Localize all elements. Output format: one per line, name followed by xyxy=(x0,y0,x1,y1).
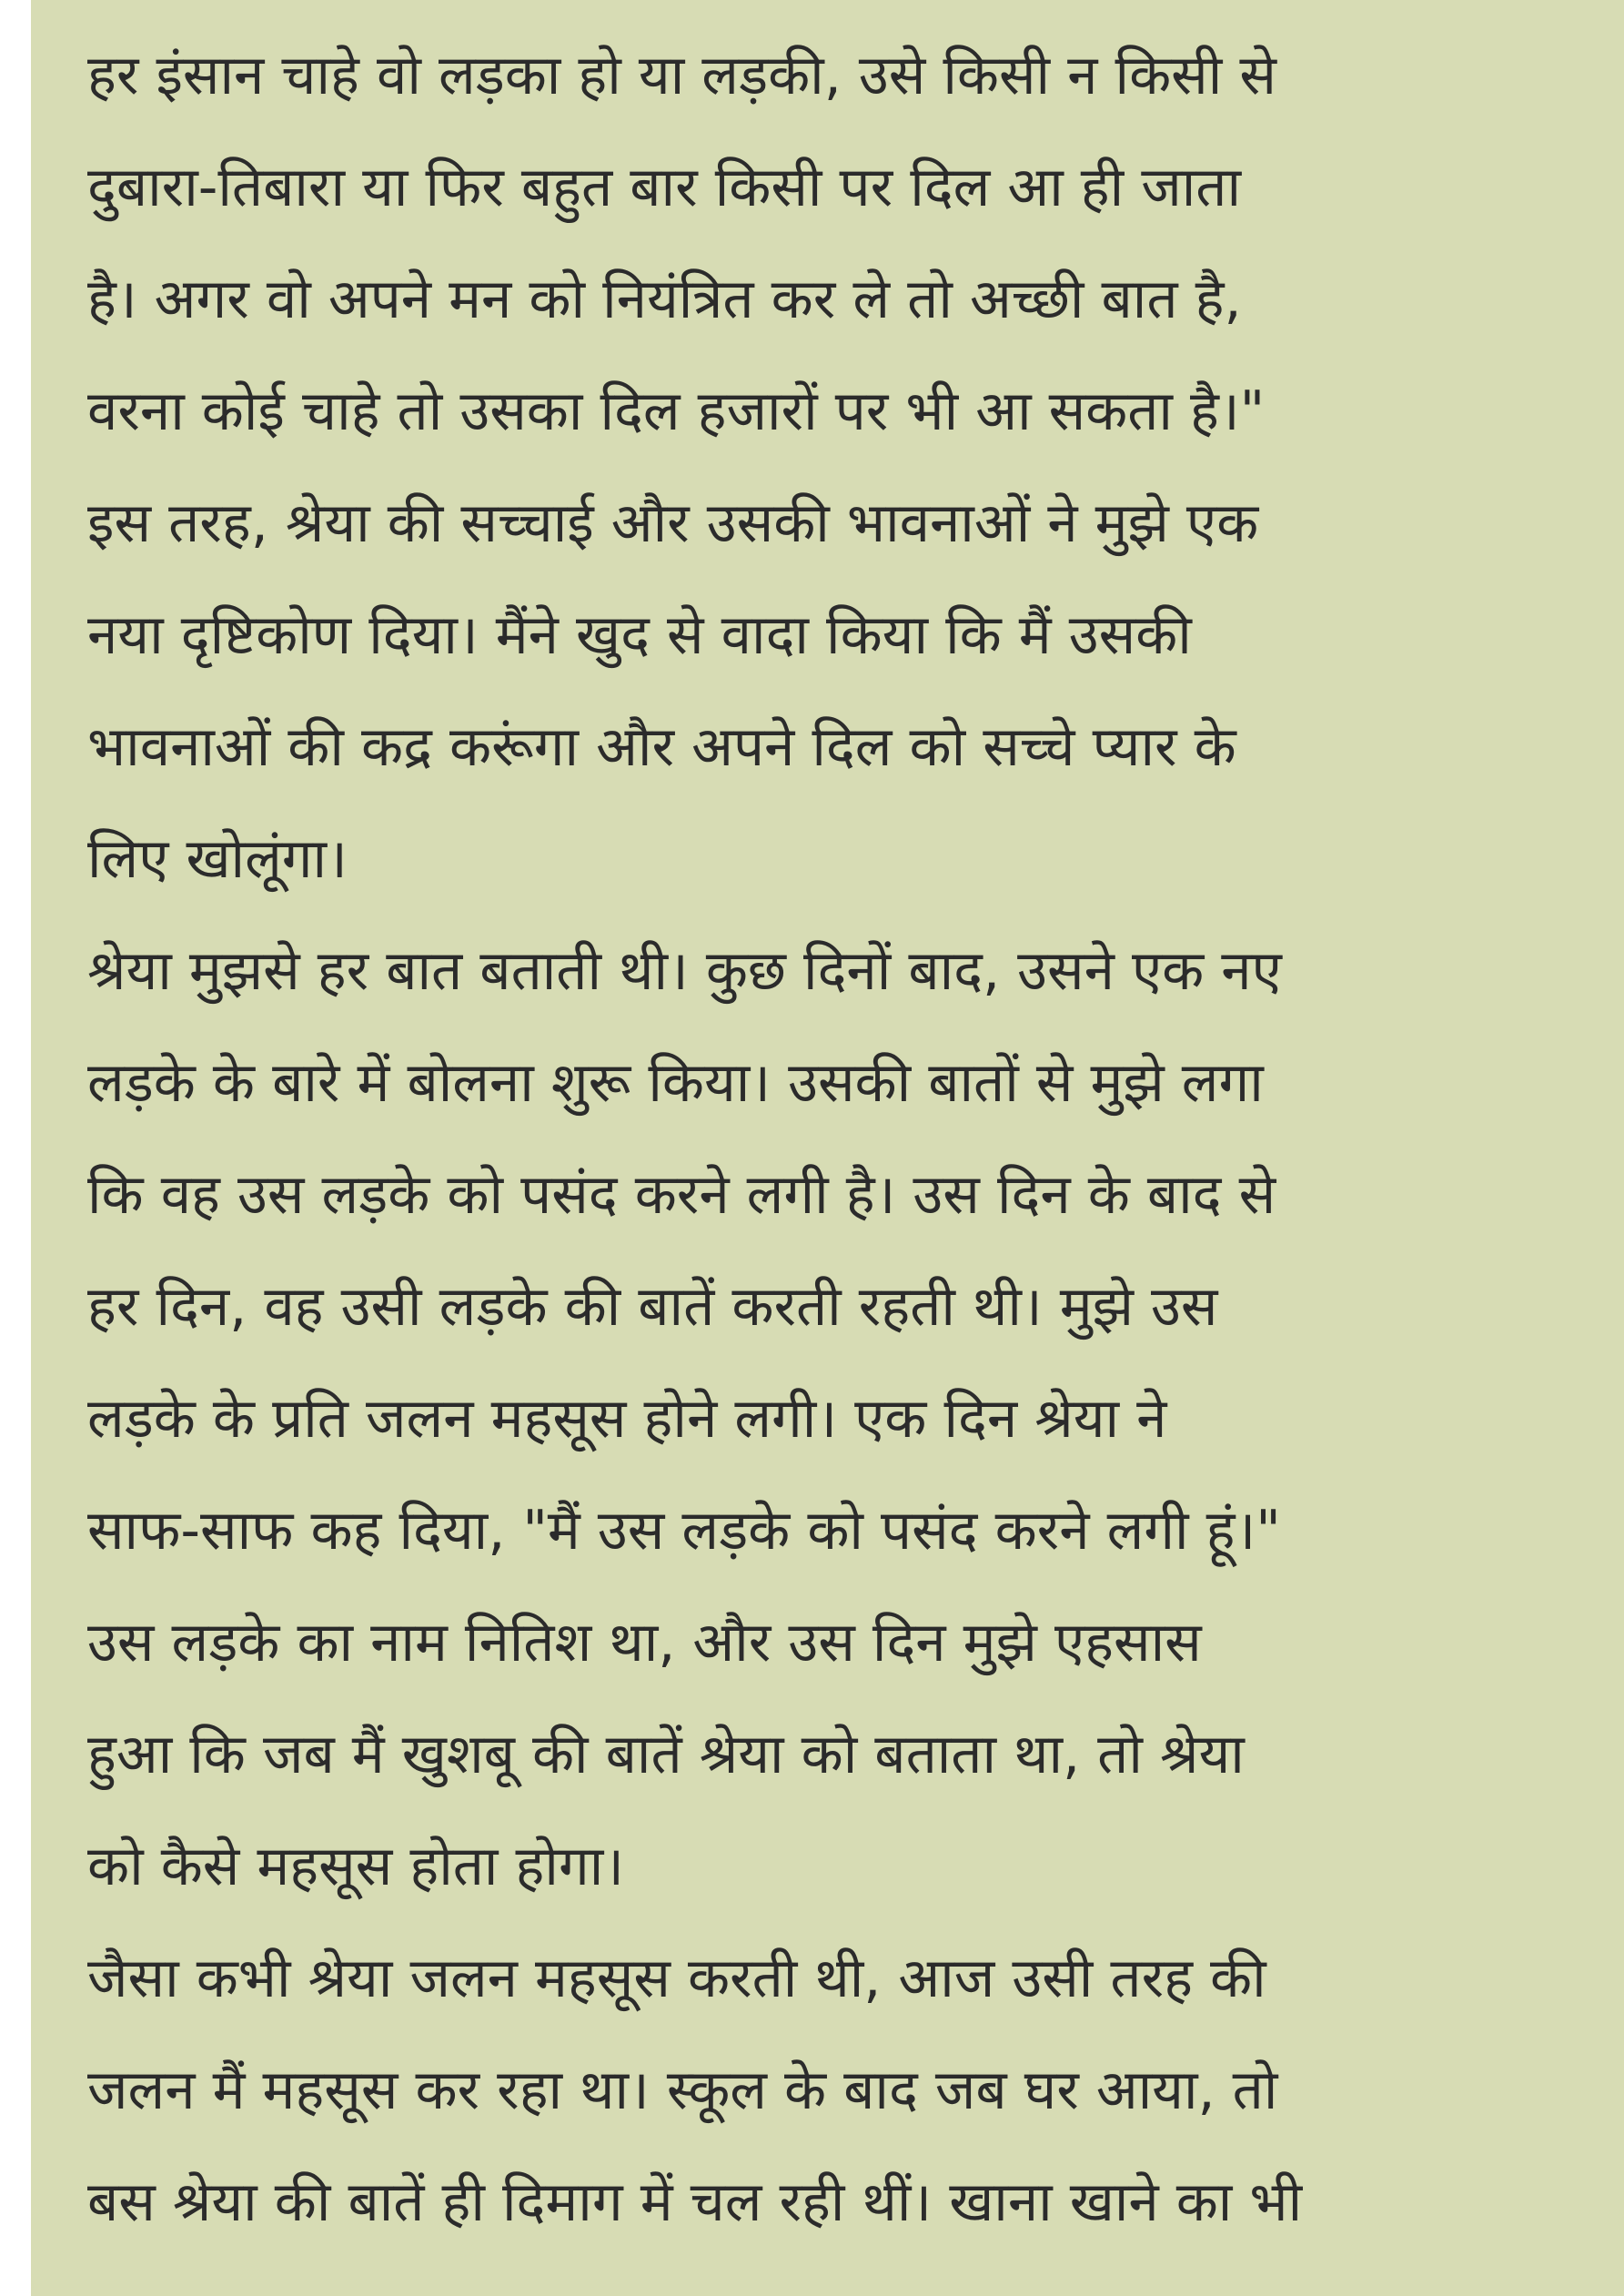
text-line: लड़के के प्रति जलन महसूस होने लगी। एक दिन श्रेया ने xyxy=(87,1387,1167,1451)
text-line: दुबारा-तिबारा या फिर बहुत बार किसी पर दिल आ ही जाता xyxy=(87,156,1242,219)
text-line: लड़के के बारे में बोलना शुरू किया। उसकी बातों से मुझे लगा xyxy=(87,1051,1264,1115)
text-line: हर इंसान चाहे वो लड़का हो या लड़की, उसे किसी न किसी से xyxy=(87,44,1276,107)
text-line: श्रेया मुझसे हर बात बताती थी। कुछ दिनों बाद, उसने एक नए xyxy=(87,939,1282,1003)
text-line: वरना कोई चाहे तो उसका दिल हजारों पर भी आ सकता है।" xyxy=(87,379,1266,443)
text-line: भावनाओं की कद्र करूंगा और अपने दिल को सच्चे प्यार के xyxy=(87,715,1236,779)
text-line: बस श्रेया की बातें ही दिमाग में चल रही थीं। खाना खाने का भी xyxy=(87,2170,1303,2234)
text-line: इस तरह, श्रेया की सच्चाई और उसकी भावनाओं ने मुझे एक xyxy=(87,491,1259,555)
text-line: उस लड़के का नाम नितिश था, और उस दिन मुझे एहसास xyxy=(87,1611,1202,1674)
document-page[interactable] xyxy=(31,0,1624,2296)
text-line: हर दिन, वह उसी लड़के की बातें करती रहती थी। मुझे उस xyxy=(87,1275,1218,1339)
text-line: नया दृष्टिकोण दिया। मैंने खुद से वादा किया कि मैं उसकी xyxy=(87,603,1192,667)
text-line: कि वह उस लड़के को पसंद करने लगी है। उस दिन के बाद से xyxy=(87,1163,1276,1227)
text-line: जैसा कभी श्रेया जलन महसूस करती थी, आज उसी तरह की xyxy=(87,1947,1266,2010)
text-line: साफ-साफ कह दिया, "मैं उस लड़के को पसंद करने लगी हूं।" xyxy=(87,1499,1281,1563)
text-line: लिए खोलूंगा। xyxy=(87,827,348,891)
text-line: को कैसे महसूस होता होगा। xyxy=(87,1835,625,1898)
text-line: है। अगर वो अपने मन को नियंत्रित कर ले तो अच्छी बात है, xyxy=(87,268,1242,331)
text-block xyxy=(87,20,1598,2259)
text-line: जलन मैं महसूस कर रहा था। स्कूल के बाद जब घर आया, तो xyxy=(87,2058,1278,2122)
text-line: हुआ कि जब मैं खुशबू की बातें श्रेया को बताता था, तो श्रेया xyxy=(87,1723,1245,1786)
left-margin xyxy=(0,0,31,2296)
